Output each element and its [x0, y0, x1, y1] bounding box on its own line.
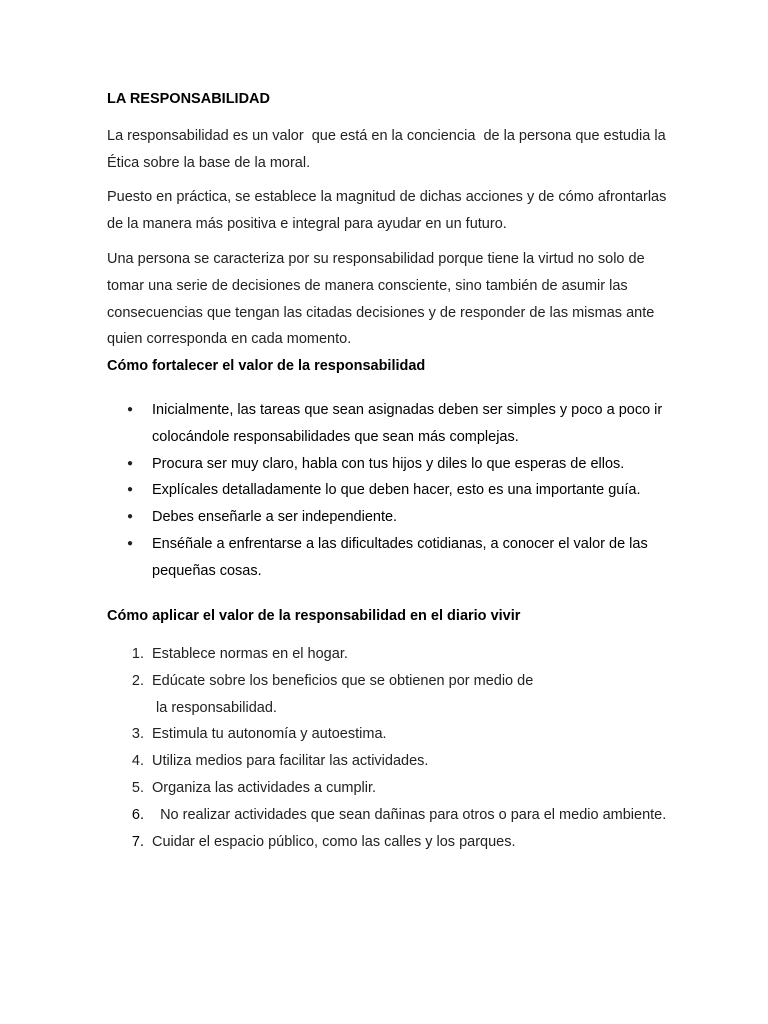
list-item: ● Procura ser muy claro, habla con tus hijos y diles lo que esperas de ellos. — [107, 451, 677, 478]
list-item: 5. Organiza las actividades a cumplir. — [131, 779, 377, 796]
list-item: ● Enséñale a enfrentarse a las dificultades cotidianas, a conocer el valor de las pequeñas cosas. — [107, 531, 677, 585]
paragraph-2: Puesto en práctica, se establece la magnitud de dichas acciones y de cómo afrontarlas de la manera más positiva e integral para ayudar en un futuro. — [107, 189, 671, 232]
bullet-icon: ● — [127, 537, 134, 549]
section-heading-fortalecer: Cómo fortalecer el valor de la responsabilidad — [107, 358, 426, 374]
list-item: ● Inicialmente, las tareas que sean asignadas deben ser simples y poco a poco ir colocándole responsabilidades que sean más complejas. — [107, 397, 677, 451]
list-item: 4. Utiliza medios para facilitar las actividades. — [131, 753, 429, 770]
bullet-icon: ● — [127, 511, 134, 523]
list-item: ● Debes enseñarle a ser independiente. — [107, 504, 677, 531]
paragraph-3: Una persona se caracteriza por su responsabilidad porque tiene la virtud no solo de tomar una serie de decisiones de manera consciente, sino también de asumir las consecuencias que tengan las citadas decisiones y de responder de las mismas ante quien corresponda en cada momento. — [107, 251, 659, 348]
list-item: 6. No realizar actividades que sean dañinas para otros o para el medio ambiente. — [131, 806, 667, 823]
paragraph-1: La responsabilidad es un valor que está en la conciencia de la persona que estudia la Ética sobre la base de la moral. — [107, 128, 670, 171]
list-item: 1. Establece normas en el hogar. — [131, 646, 348, 662]
list-item: 7. Cuidar el espacio público, como las calles y los parques. — [131, 833, 516, 850]
bullet-icon: ● — [127, 404, 134, 415]
bullet-icon: ● — [127, 484, 134, 496]
numbered-list-aplicar — [107, 641, 677, 855]
list-item: ● Explícales detalladamente lo que deben hacer, esto es una importante guía. — [107, 477, 677, 504]
list-item: 3. Estimula tu autonomía y autoestima. — [131, 726, 387, 743]
list-item: 2. Edúcate sobre los beneficios que se obtienen por medio de la responsabilidad. — [131, 672, 534, 716]
document-title: LA RESPONSABILIDAD — [107, 91, 270, 107]
section-heading-aplicar: Cómo aplicar el valor de la responsabilidad en el diario vivir — [107, 608, 521, 624]
bullet-list-fortalecer — [107, 397, 677, 585]
bullet-icon: ● — [127, 457, 134, 469]
